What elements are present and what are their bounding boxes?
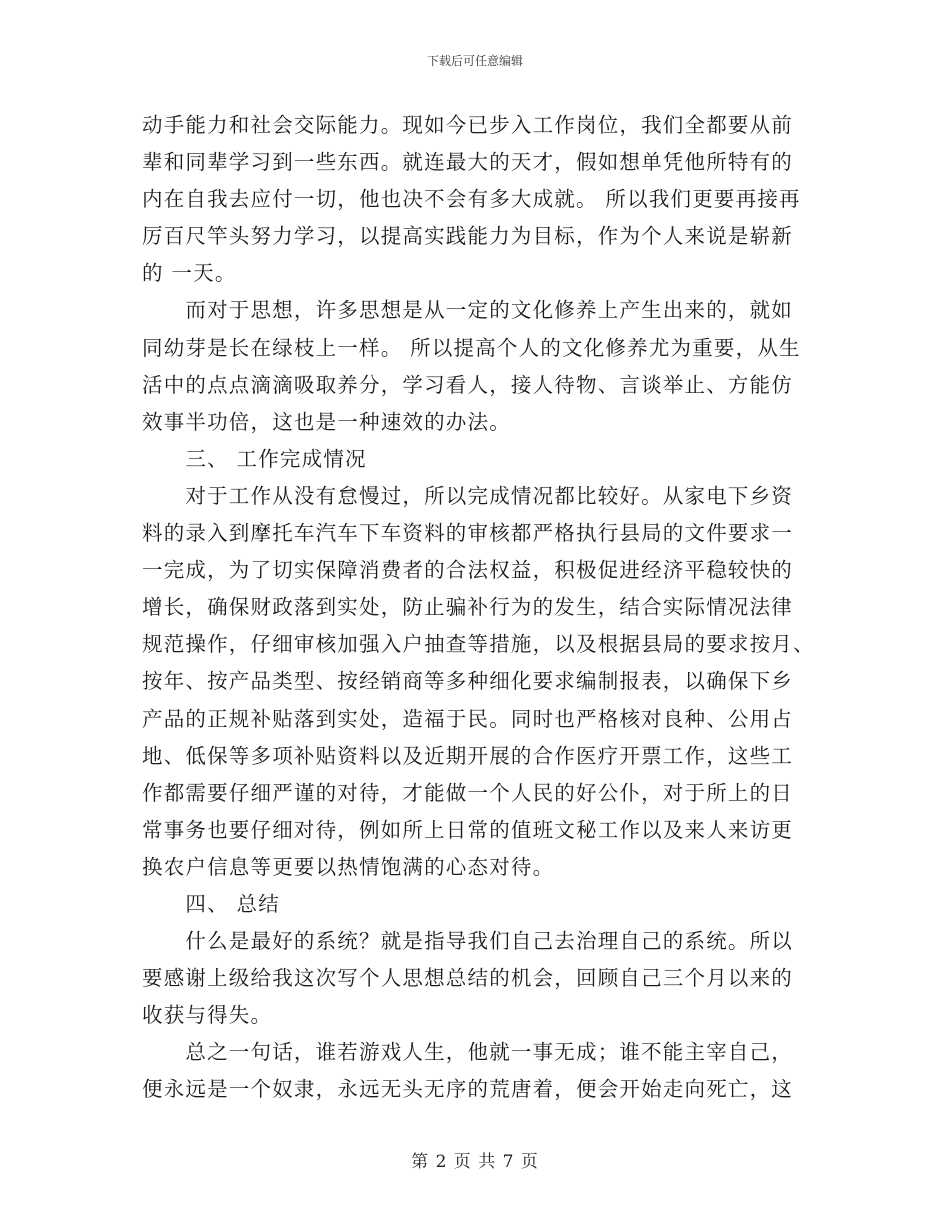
body-line: 效事半功倍，这也是一种速效的办法。: [142, 409, 511, 434]
body-line: 同幼芽是长在绿枝上一样。 所以提高个人的文化修养尤为重要，从生: [142, 335, 801, 360]
body-line: 作都需要仔细严谨的对待，才能做一个人民的好公仆，对于所上的日: [142, 780, 793, 805]
section-heading-3: 三、 工作完成情况: [142, 446, 367, 471]
body-line: 规范操作，仔细审核加强入户抽查等措施，以及根据县局的要求按月、: [142, 632, 815, 657]
body-line: 动手能力和社会交际能力。现如今已步入工作岗位，我们全都要从前: [142, 113, 793, 137]
body-line: 换农户信息等更要以热情饱满的心态对待。: [142, 854, 555, 879]
document-body: [142, 107, 815, 1109]
body-line: 增长，确保财政落到实处，防止骗补行为的发生，结合实际情况法律: [142, 595, 793, 620]
body-line: 内在自我去应付一切，他也决不会有多大成就。 所以我们更要再接再: [142, 187, 801, 212]
body-line: 常事务也要仔细对待，例如所上日常的值班文秘工作以及来人来访更: [142, 817, 793, 842]
body-line: 活中的点点滴滴吸取养分，学习看人，接人待物、言谈举止、方能仿: [142, 372, 793, 397]
body-line: 地、低保等多项补贴资料以及近期开展的合作医疗开票工作，这些工: [142, 743, 793, 768]
body-line: 料的录入到摩托车汽车下车资料的审核都严格执行县局的文件要求一: [142, 521, 793, 546]
body-line: 的 一天。: [142, 261, 237, 286]
body-line: 总之一句话，谁若游戏人生，他就一事无成；谁不能主宰自己，: [142, 1040, 793, 1065]
body-line: 按年、按产品类型、按经销商等多种细化要求编制报表，以确保下乡: [142, 669, 793, 694]
body-line: 什么是最好的系统？就是指导我们自己去治理自己的系统。所以: [142, 929, 793, 954]
body-line: 收获与得失。: [142, 1003, 273, 1028]
body-line: 辈和同辈学习到一些东西。就连最大的天才，假如想单凭他所特有的: [142, 150, 793, 175]
body-line: 要感谢上级给我这次写个人思想总结的机会，回顾自己三个月以来的: [142, 966, 793, 991]
body-line: 对于工作从没有怠慢过，所以完成情况都比较好。从家电下乡资: [142, 483, 793, 508]
section-heading-4: 四、 总结: [142, 891, 280, 916]
body-line: 而对于思想，许多思想是从一定的文化修养上产生出来的，就如: [142, 298, 793, 323]
body-line: 一完成，为了切实保障消费者的合法权益，积极促进经济平稳较快的: [142, 558, 793, 583]
body-line: 产品的正规补贴落到实处，造福于民。同时也严格核对良种、公用占: [142, 706, 793, 731]
page-header: 下载后可任意编辑: [426, 54, 523, 68]
page-footer: 第 2 页 共 7 页: [411, 1152, 539, 1172]
body-line: 厉百尺竿头努力学习，以提高实践能力为目标，作为个人来说是崭新: [142, 224, 793, 249]
body-line: 便永远是一个奴隶，永远无头无序的荒唐着，便会开始走向死亡，这: [142, 1077, 793, 1102]
